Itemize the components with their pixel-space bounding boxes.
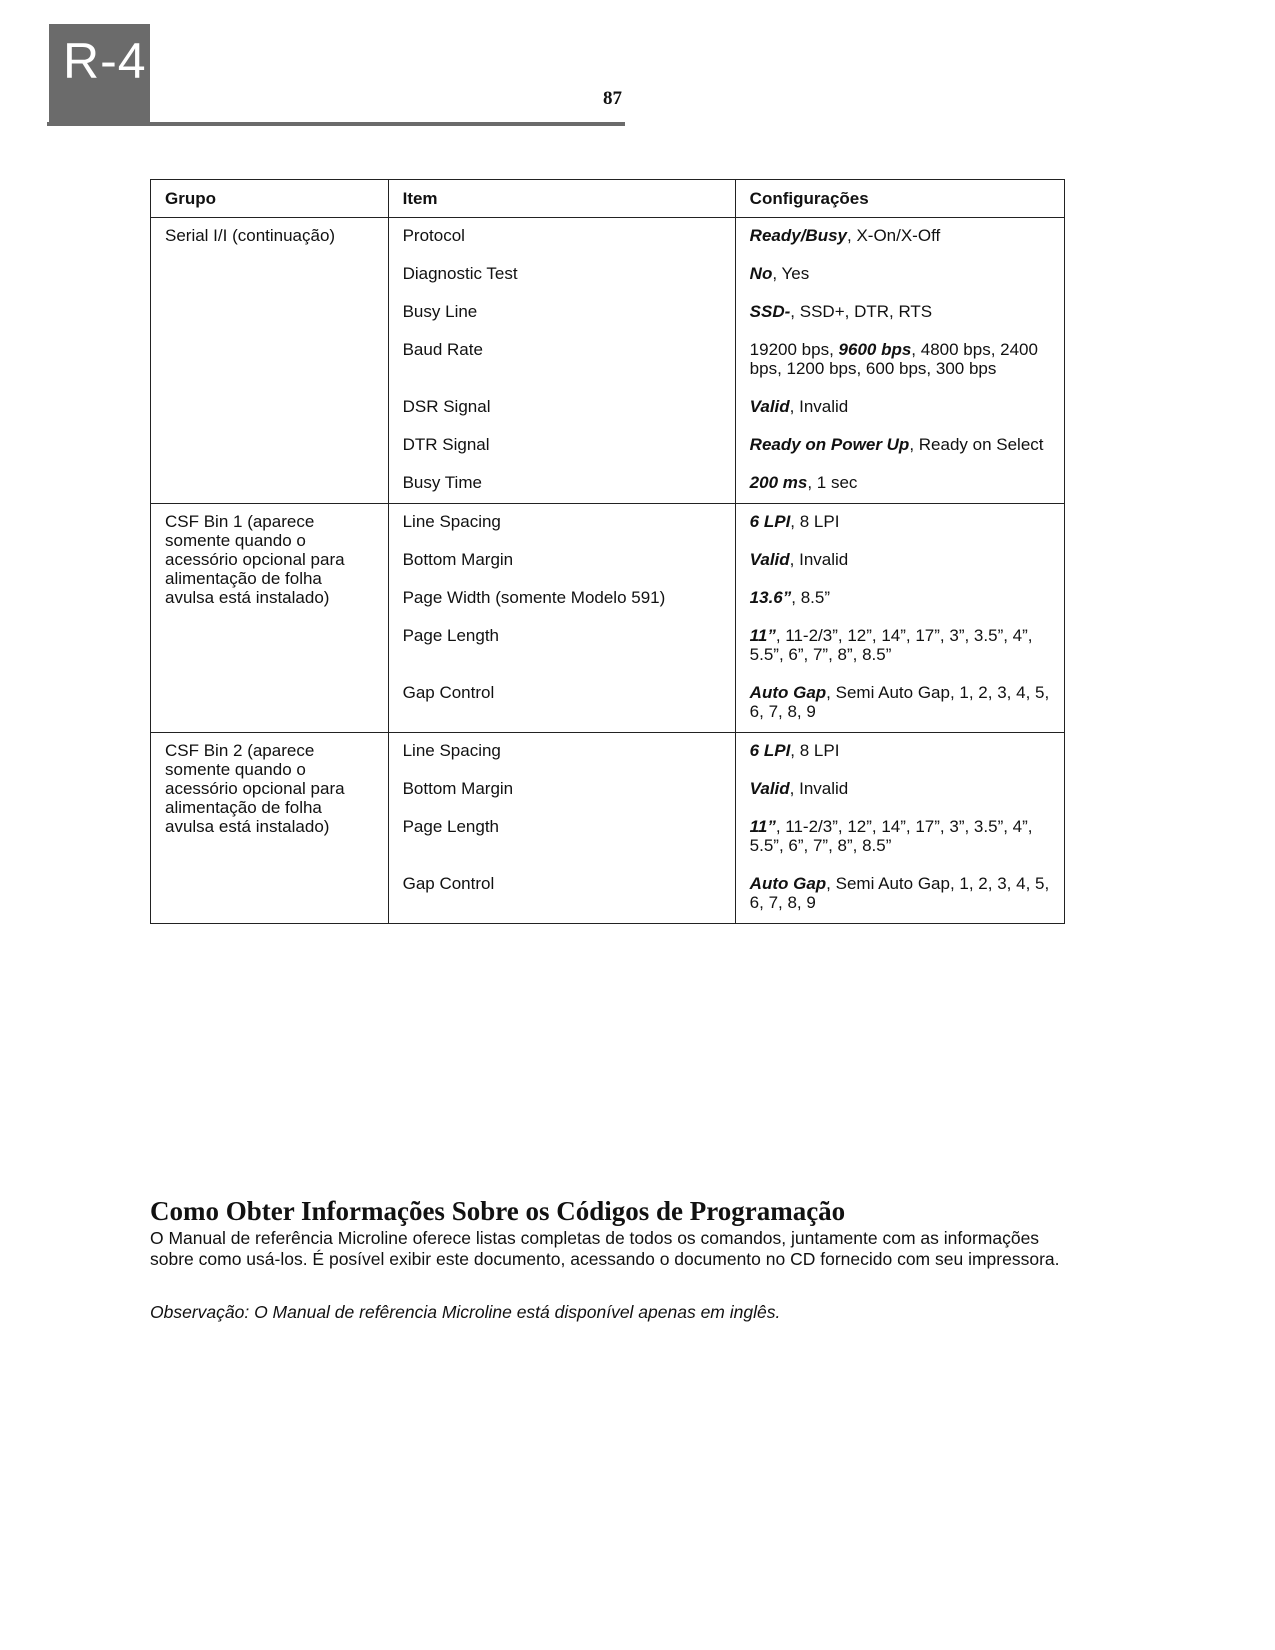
group-cell: CSF Bin 1 (aparece somente quando o acessório opcional para alimentação de folha avulsa está instalado) <box>151 504 389 733</box>
item-cell: Line Spacing <box>388 733 735 772</box>
settings-options: , Yes <box>772 264 810 283</box>
chapter-tab-label: R-4 <box>63 33 147 89</box>
header-grupo: Grupo <box>151 180 389 218</box>
settings-cell <box>735 809 1064 866</box>
settings-cell <box>735 618 1064 675</box>
settings-options: , 11-2/3”, 12”, 14”, 17”, 3”, 3.5”, 4”, 5.5”, 6”, 7”, 8”, 8.5” <box>749 626 1033 664</box>
settings-cell <box>735 294 1064 332</box>
settings-default: Valid <box>749 397 790 416</box>
chapter-tab <box>49 24 150 124</box>
header-configuracoes: Configurações <box>735 180 1064 218</box>
item-cell: Gap Control <box>388 675 735 733</box>
settings-cell <box>735 427 1064 465</box>
settings-default: Auto Gap <box>749 874 827 893</box>
settings-prefix: 19200 bps, <box>749 340 839 359</box>
settings-options: , 8.5” <box>791 588 831 607</box>
header-rule <box>47 122 625 126</box>
settings-default: Auto Gap <box>749 683 827 702</box>
settings-options: , 1 sec <box>807 473 858 492</box>
settings-options: , Invalid <box>789 550 849 569</box>
section-note: Observação: O Manual de refêrencia Microline está disponível apenas em inglês. <box>150 1302 781 1322</box>
item-cell: Line Spacing <box>388 504 735 543</box>
settings-default: 11” <box>749 626 776 645</box>
settings-options: , Invalid <box>789 779 849 798</box>
page-number: 87 <box>603 88 622 109</box>
settings-table <box>150 179 1065 924</box>
item-cell: Protocol <box>388 218 735 257</box>
settings-cell <box>735 580 1064 618</box>
settings-options: , 8 LPI <box>790 741 840 760</box>
item-cell: Busy Time <box>388 465 735 504</box>
settings-options: , SSD+, DTR, RTS <box>790 302 933 321</box>
section-title: Como Obter Informações Sobre os Códigos de Programação <box>150 1196 846 1226</box>
settings-cell <box>735 465 1064 504</box>
item-cell: Page Length <box>388 809 735 866</box>
item-cell: Diagnostic Test <box>388 256 735 294</box>
settings-default: 6 LPI <box>749 512 791 531</box>
settings-options: , 8 LPI <box>790 512 840 531</box>
settings-options: , 4800 bps, 2400 bps, 1200 bps, 600 bps, 300 bps <box>749 340 1038 378</box>
settings-cell <box>735 733 1064 772</box>
group-cell: Serial I/I (continuação) <box>151 218 389 504</box>
group-cell: CSF Bin 2 (aparece somente quando o acessório opcional para alimentação de folha avulsa está instalado) <box>151 733 389 924</box>
item-cell: Bottom Margin <box>388 542 735 580</box>
settings-default: 200 ms <box>749 473 808 492</box>
settings-default: 11” <box>749 817 776 836</box>
item-cell: Page Width (somente Modelo 591) <box>388 580 735 618</box>
settings-default: 9600 bps <box>838 340 912 359</box>
settings-cell <box>735 866 1064 924</box>
table-row <box>151 218 1065 257</box>
settings-cell <box>735 256 1064 294</box>
item-cell: Page Length <box>388 618 735 675</box>
settings-default: No <box>749 264 773 283</box>
settings-default: Valid <box>749 550 790 569</box>
item-cell: Busy Line <box>388 294 735 332</box>
table-row <box>151 504 1065 543</box>
settings-cell <box>735 218 1064 257</box>
settings-default: 13.6” <box>749 588 792 607</box>
settings-options: , 11-2/3”, 12”, 14”, 17”, 3”, 3.5”, 4”, 5.5”, 6”, 7”, 8”, 8.5” <box>749 817 1033 855</box>
settings-cell <box>735 675 1064 733</box>
settings-cell <box>735 389 1064 427</box>
settings-cell <box>735 771 1064 809</box>
settings-options: , Ready on Select <box>909 435 1044 454</box>
settings-cell <box>735 504 1064 543</box>
settings-default: Ready on Power Up <box>749 435 910 454</box>
table-body <box>151 218 1065 924</box>
item-cell: Gap Control <box>388 866 735 924</box>
section-body: O Manual de referência Microline oferece listas completas de todos os comandos, juntamente com as informações sobre como usá-los. É posível exibir este documento, acessando o documento no CD fornecido com seu impressora. <box>150 1228 1060 1269</box>
settings-cell <box>735 332 1064 389</box>
table-row <box>151 733 1065 772</box>
settings-default: 6 LPI <box>749 741 791 760</box>
settings-default: Ready/Busy <box>749 226 847 245</box>
header-item: Item <box>388 180 735 218</box>
settings-options: , Semi Auto Gap, 1, 2, 3, 4, 5, 6, 7, 8, 9 <box>749 874 1050 912</box>
settings-cell <box>735 542 1064 580</box>
item-cell: DTR Signal <box>388 427 735 465</box>
settings-default: Valid <box>749 779 790 798</box>
item-cell: DSR Signal <box>388 389 735 427</box>
settings-options: , X-On/X-Off <box>847 226 941 245</box>
settings-options: , Semi Auto Gap, 1, 2, 3, 4, 5, 6, 7, 8, 9 <box>749 683 1050 721</box>
table-header-row <box>151 180 1065 218</box>
item-cell: Baud Rate <box>388 332 735 389</box>
settings-options: , Invalid <box>789 397 849 416</box>
item-cell: Bottom Margin <box>388 771 735 809</box>
settings-default: SSD- <box>749 302 791 321</box>
